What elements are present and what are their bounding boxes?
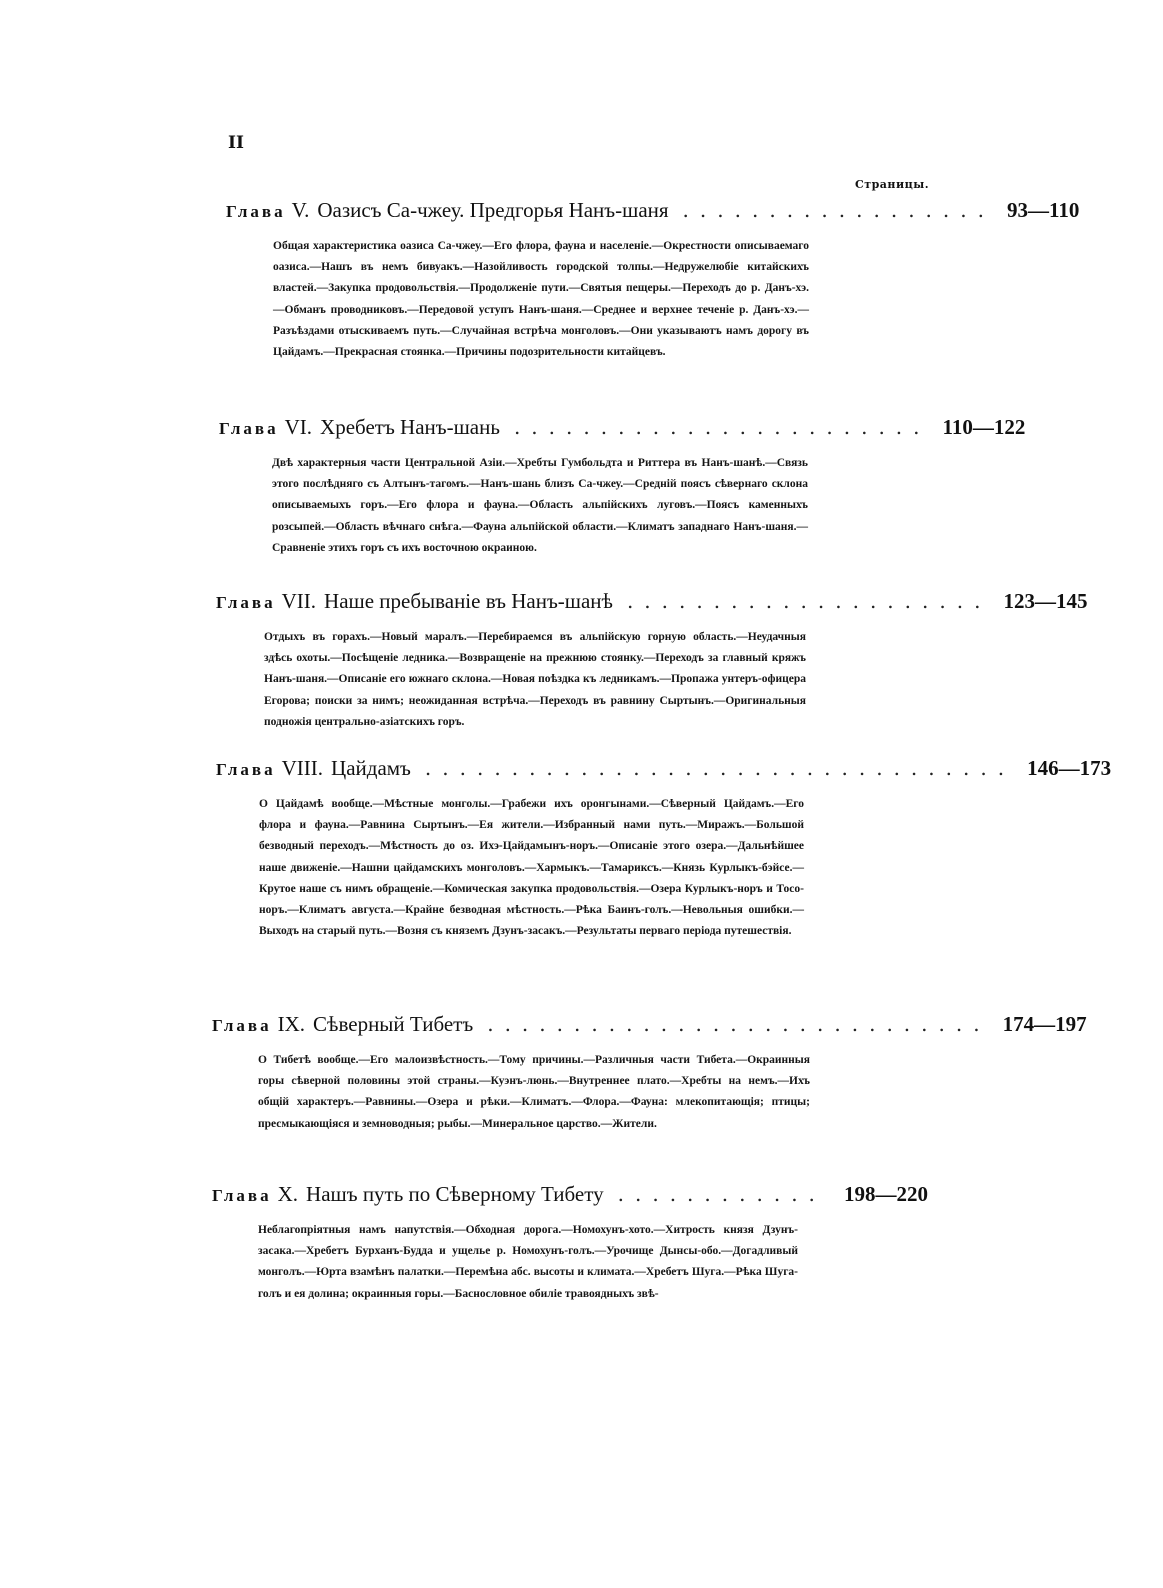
chapter-number: X.: [277, 1182, 299, 1206]
chapter-title: Цайдамъ: [331, 756, 411, 780]
chapter-pages: 146—173: [1027, 756, 1112, 780]
pages-column-header: Страницы.: [855, 178, 930, 191]
chapter-label: Глава: [212, 1016, 272, 1035]
chapter-label: Глава: [216, 593, 276, 612]
dot-leader: ..................................: [424, 756, 1016, 780]
dot-leader: ............: [617, 1182, 826, 1206]
chapter-heading: [212, 1012, 1087, 1042]
chapter-pages: 123—145: [1003, 589, 1088, 613]
chapter-label: Глава: [216, 760, 276, 779]
chapter-summary: Двѣ характерныя части Центральной Азіи.—Хребты Гумбольдта и Риттера въ Нанъ-шанѣ.—Связь этого послѣдняго съ Алтынъ-тагомъ.—Нанъ-шань близъ Са-чжеу.—Средній поясъ сѣвернаго склона описываемыхъ горъ.—Его флора и фауна.—Область альпійскихъ луговъ.—Поясъ каменныхъ розсыпей.—Область вѣчнаго снѣга.—Фауна альпійской области.—Климатъ западнаго Нанъ-шаня.—Сравненіе этихъ горъ съ ихъ восточною окраиною.: [272, 457, 808, 554]
chapter-title: Наше пребываніе въ Нанъ-шанѣ: [324, 589, 613, 613]
chapter-summary: Отдыхъ въ горахъ.—Новый маралъ.—Перебираемся въ альпійскую горную область.—Неудачныя здѣсь охоты.—Посѣщеніе ледника.—Возвращеніе на прежнюю стоянку.—Переходъ за главный кряжъ Нанъ-шаня.—Описаніе его южнаго склона.—Новая поѣздка къ ледникамъ.—Пропажа унтеръ-офицера Егорова; поиски за нимъ; неожиданная встрѣча.—Переходъ въ равнину Сыртынъ.—Оригинальныя подножія центрально-азіатскихъ горъ.: [264, 631, 806, 728]
chapter-number: VI.: [284, 415, 313, 439]
chapter-title: Хребетъ Нанъ-шань: [320, 415, 500, 439]
chapter-heading: [216, 589, 1088, 619]
chapter-summary: Общая характеристика оазиса Са-чжеу.—Его флора, фауна и населеніе.—Окрестности описываемаго оазиса.—Нашъ въ немъ бивуакъ.—Назойливость городской толпы.—Недружелюбіе китайскихъ властей.—Закупка продовольствія.—Продолженіе пути.—Святыя пещеры.—Переходъ до р. Данъ-хэ.—Обманъ проводниковъ.—Передовой уступъ Нанъ-шаня.—Среднее и верхнее теченіе р. Данъ-хэ.—Разъѣздами отыскиваемъ путь.—Случайная встрѣча монголовъ.—Они указываютъ намъ дорогу въ Цайдамъ.—Прекрасная стоянка.—Причины подозрительности китайцевъ.: [273, 240, 809, 359]
chapter-number: V.: [291, 198, 310, 222]
chapter-heading: [219, 415, 1026, 445]
dot-leader: .....................: [626, 589, 992, 613]
chapter-number: VIII.: [281, 756, 324, 780]
chapter-summary: О Цайдамѣ вообще.—Мѣстные монголы.—Грабежи ихъ оронгынами.—Сѣверный Цайдамъ.—Его флора и фауна.—Равнина Сыртынъ.—Ея жители.—Избранный нами путь.—Миражъ.—Большой безводный переходъ.—Мѣстность до оз. Ихэ-Цайдамынъ-норъ.—Описаніе этого озера.—Дальнѣйшее наше движеніе.—Нашни цайдамскихъ монголовъ.—Хармыкъ.—Тамариксъ.—Князь Курлыкъ-бэйсе.—Крутое наше съ нимъ обращеніе.—Комическая закупка продовольствія.—Озера Курлыкъ-норъ и Тосо-норъ.—Климатъ августа.—Крайне безводная мѣстность.—Рѣка Баинъ-голъ.—Невольныя ошибки.—Выходъ на старый путь.—Возня съ княземъ Дзунъ-засакъ.—Результаты перваго періода путешествія.: [259, 798, 804, 938]
chapter-label: Глава: [226, 202, 286, 221]
chapter-number: IX.: [277, 1012, 306, 1036]
chapter-pages: 198—220: [844, 1182, 928, 1206]
chapter-pages: 93—110: [1006, 198, 1080, 222]
chapter-title: Нашъ путь по Сѣверному Тибету: [306, 1182, 604, 1206]
dot-leader: ........................: [513, 415, 931, 439]
dot-leader: .............................: [487, 1012, 991, 1036]
chapter-label: Глава: [219, 419, 279, 438]
dot-leader: ..................: [682, 198, 995, 222]
chapter-pages: 174—197: [1002, 1012, 1087, 1036]
chapter-pages: 110—122: [942, 415, 1026, 439]
chapter-heading: [212, 1182, 928, 1212]
chapter-summary: О Тибетѣ вообще.—Его малоизвѣстность.—Тому причины.—Различныя части Тибета.—Окраинныя горы сѣверной половины этой страны.—Куэнъ-люнь.—Внутреннее плато.—Хребты на немъ.—Ихъ общій характеръ.—Равнины.—Озера и рѣки.—Климатъ.—Флора.—Фауна: млекопитающія; птицы; пресмыкающіяся и земноводныя; рыбы.—Минеральное царство.—Жители.: [258, 1054, 810, 1130]
page-number: II: [228, 133, 244, 153]
chapter-title: Сѣверный Тибетъ: [313, 1012, 474, 1036]
chapter-heading: [216, 756, 1112, 786]
chapter-title: Оазисъ Са-чжеу. Предгорья Нанъ-шаня: [317, 198, 669, 222]
chapter-heading: [226, 198, 1080, 228]
chapter-label: Глава: [212, 1186, 272, 1205]
chapter-summary: Неблагопріятныя намъ напутствія.—Обходная дорога.—Номохунъ-хото.—Хитрость князя Дзунъ-засака.—Хребетъ Бурханъ-Будда и ущелье р. Номохунъ-голъ.—Урочище Дынсы-обо.—Догадливый монголъ.—Юрта взамѣнъ палатки.—Перемѣна абс. высоты и климата.—Хребетъ Шуга.—Рѣка Шуга-голъ и ея долина; окраинныя горы.—Баснословное обиліе травоядныхъ звѣ-: [258, 1224, 798, 1300]
chapter-number: VII.: [281, 589, 317, 613]
